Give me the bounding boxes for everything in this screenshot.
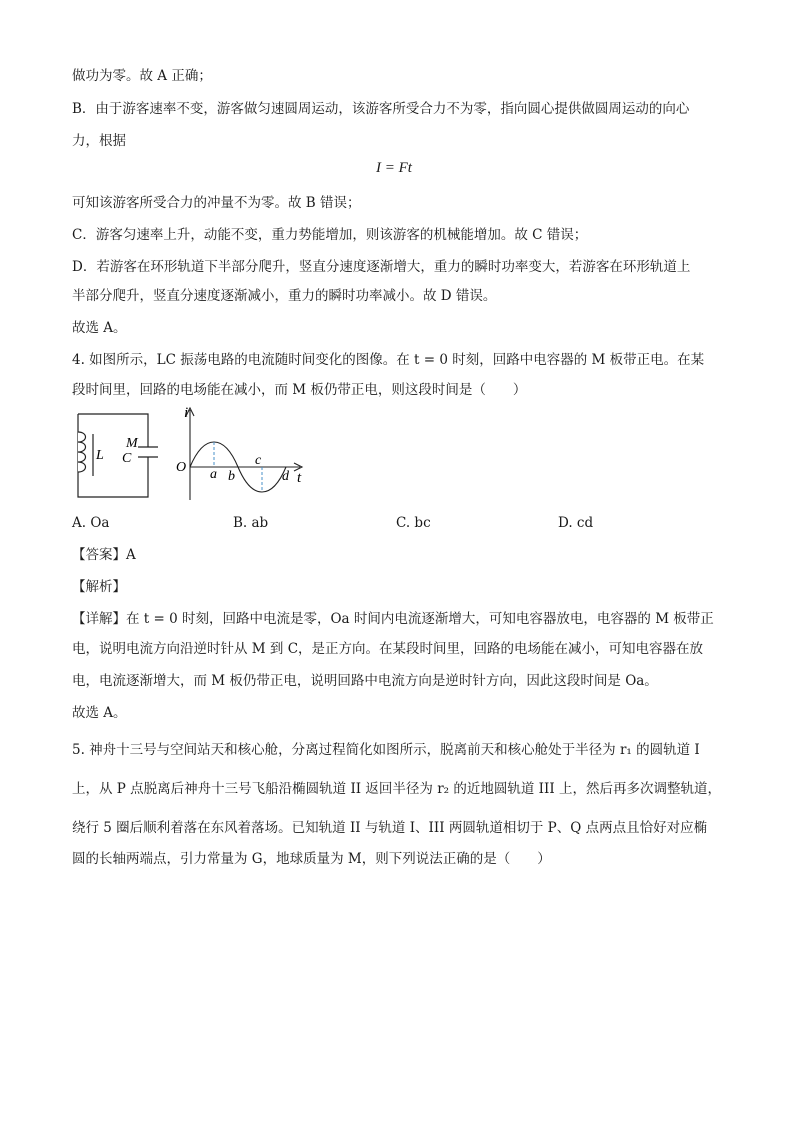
point-d-label: d	[282, 469, 289, 484]
question-5-line-3: 绕行 5 圈后顺利着落在东风着落场。已知轨道 II 与轨道 I、III 两圆轨道相切于 P、Q 点两点且恰好对应椭	[72, 820, 708, 836]
lc-circuit-figure	[72, 404, 312, 504]
analysis-heading: 【解析】	[72, 579, 126, 595]
point-c-label: c	[255, 453, 262, 468]
point-b-label: b	[228, 469, 235, 484]
option-a: A. Oa	[72, 515, 110, 531]
conclusion-line-2: 故选 A。	[72, 705, 127, 721]
origin-label: O	[176, 460, 187, 475]
question-5-line-2: 上，从 P 点脱离后神舟十三号飞船沿椭圆轨道 II 返回半径为 r₂ 的近地圆轨道 III 上，然后再多次调整轨道，	[72, 781, 721, 797]
current-time-graph	[186, 408, 302, 500]
detail-line-2: 电，说明电流方向沿逆时针从 M 到 C，是正方向。在某段时间里，回路的电场能在减小，可知电容器在放	[72, 641, 704, 657]
text-line-2: B．由于游客速率不变，游客做匀速圆周运动，该游客所受合力不为零，指向圆心提供做圆周运动的向心	[72, 101, 690, 117]
detail-line-1: 【详解】在 t = 0 时刻，回路中电流是零，Oa 时间内电流逐渐增大，可知电容器放电，电容器的 M 板带正	[72, 611, 714, 627]
text-line-1: 做功为零。故 A 正确；	[72, 68, 212, 84]
question-5-line-4: 圆的长轴两端点，引力常量为 G，地球质量为 M，则下列说法正确的是（ ）	[72, 851, 551, 867]
text-line-6: D．若游客在环形轨道下半部分爬升，竖直分速度逐渐增大，重力的瞬时功率变大，若游客在环形轨道上	[72, 259, 691, 275]
plate-m-label: M	[126, 436, 138, 451]
option-d: D. cd	[558, 515, 594, 531]
option-b: B. ab	[233, 515, 269, 531]
inductor-label: L	[96, 448, 104, 463]
detail-line-3: 电，电流逐渐增大，而 M 板仍带正电，说明回路中电流方向是逆时针方向，因此这段时间是 Oa。	[72, 673, 658, 689]
text-line-5: C．游客匀速率上升，动能不变，重力势能增加，则该游客的机械能增加。故 C 错误；	[72, 227, 588, 243]
option-c: C. bc	[396, 515, 431, 531]
text-line-4: 可知该游客所受合力的冲量不为零。故 B 错误；	[72, 195, 361, 211]
conclusion-line-1: 故选 A。	[72, 320, 127, 336]
lc-circuit	[78, 414, 158, 497]
impulse-formula: I = Ft	[376, 160, 412, 176]
question-4-line-1: 4. 如图所示，LC 振荡电路的电流随时间变化的图像。在 t = 0 时刻，回路中电容器的 M 板带正电。在某	[72, 352, 705, 368]
axis-i-label: i	[184, 405, 189, 421]
axis-t-label: t	[297, 470, 302, 486]
point-a-label: a	[210, 467, 217, 482]
text-line-3: 力，根据	[72, 133, 126, 149]
question-5-line-1: 5. 神舟十三号与空间站天和核心舱，分离过程简化如图所示，脱离前天和核心舱处于半径为 r₁ 的圆轨道 I	[72, 742, 700, 758]
answer-heading: 【答案】A	[72, 547, 136, 563]
text-line-7: 半部分爬升，竖直分速度逐渐减小，重力的瞬时功率减小。故 D 错误。	[72, 288, 497, 304]
question-4-line-2: 段时间里，回路的电场能在减小，而 M 板仍带正电，则这段时间是（ ）	[72, 382, 527, 398]
capacitor-label: C	[122, 451, 132, 466]
